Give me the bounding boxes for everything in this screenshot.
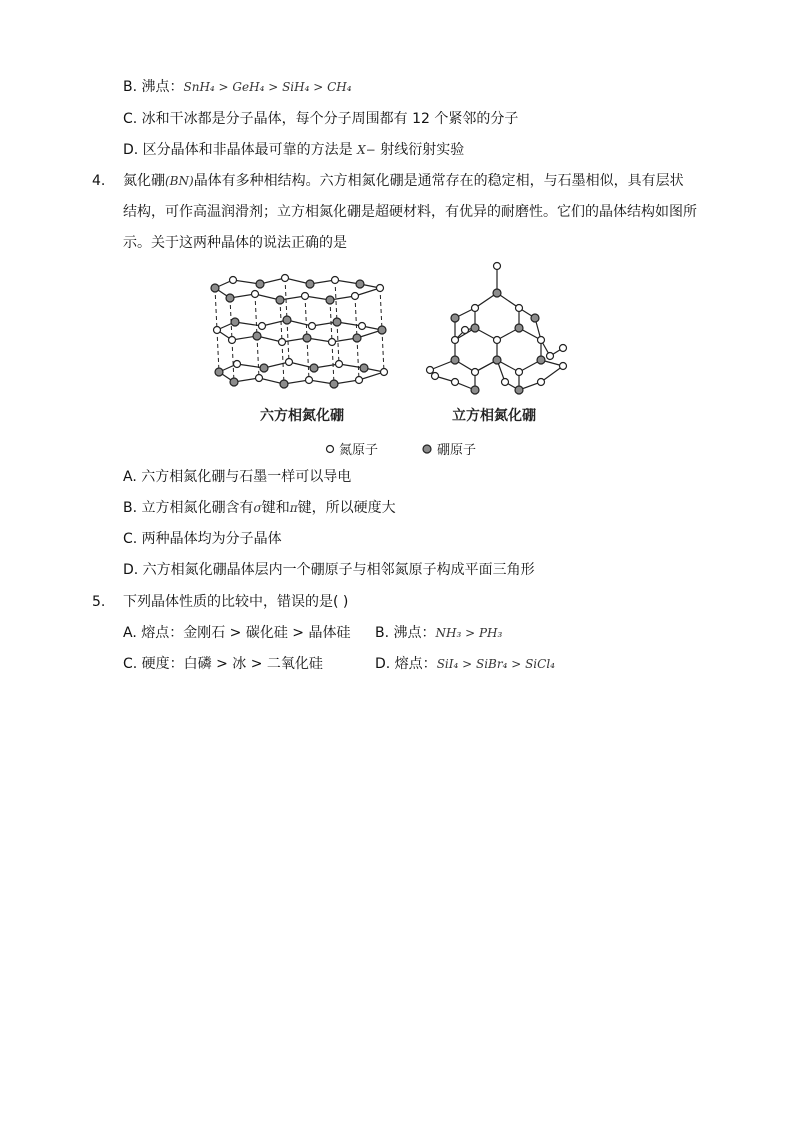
hex-interlayer-bonds <box>215 278 384 384</box>
q5-stem: 下列晶体性质的比较中，错误的是( ) <box>123 594 349 610</box>
q3-option-c: C. 冰和干冰都是分子晶体，每个分子周围都有 12 个紧邻的分子 <box>123 111 519 127</box>
nitrogen-atom <box>494 337 501 344</box>
hexagonal-bn-atoms <box>211 275 388 389</box>
boron-atom <box>211 284 219 292</box>
boron-atom <box>493 289 501 297</box>
q3-option-d-suffix: 射线衍射实验 <box>375 142 465 158</box>
q4-stem-line-1 <box>123 171 684 191</box>
q4-option-b-text-c: 键，所以硬度大 <box>297 500 396 516</box>
q4-stem-text-b: 晶体有多种相结构。六方相氮化硼是通常存在的稳定相，与石墨相似，具有层状 <box>193 173 684 189</box>
boron-atom <box>378 326 386 334</box>
boron-atom <box>283 316 291 324</box>
boron-legend-marker <box>423 445 431 453</box>
boron-atom <box>493 356 501 364</box>
q4-option-b <box>123 498 396 518</box>
boron-atom <box>310 364 318 372</box>
boron-atom <box>471 386 479 394</box>
boron-atom <box>326 296 334 304</box>
q5-option-d <box>375 654 555 674</box>
boron-atom <box>215 368 223 376</box>
nitrogen-atom <box>302 293 309 300</box>
bn-crystal-structure-figure <box>205 258 595 463</box>
nitrogen-atom <box>427 367 434 374</box>
nitrogen-atom <box>516 369 523 376</box>
boron-atom <box>471 324 479 332</box>
nitrogen-atom <box>256 375 263 382</box>
q4-option-b-text-b: 键和 <box>261 500 290 516</box>
q3-option-d-formula: X− <box>357 143 376 157</box>
q3-option-b-label: B. 沸点： <box>123 79 184 95</box>
nitrogen-atom <box>560 345 567 352</box>
nitrogen-atom <box>502 379 509 386</box>
boron-legend-label: 硼原子 <box>437 443 477 458</box>
nitrogen-atom <box>279 339 286 346</box>
sigma-symbol: σ <box>253 501 262 515</box>
boron-atom <box>226 294 234 302</box>
nitrogen-atom <box>381 369 388 376</box>
nitrogen-atom <box>472 369 479 376</box>
boron-atom <box>256 280 264 288</box>
nitrogen-legend-label: 氮原子 <box>339 443 379 458</box>
nitrogen-atom <box>252 291 259 298</box>
boron-atom <box>451 356 459 364</box>
q4-option-a: A. 六方相氮化硼与石墨一样可以导电 <box>123 469 352 485</box>
boron-atom <box>515 386 523 394</box>
boron-atom <box>330 380 338 388</box>
q4-stem-line-2: 结构，可作高温润滑剂；立方相氮化硼是超硬材料，有优异的耐磨性。它们的晶体结构如图所 <box>123 204 697 220</box>
q4-number: 4. <box>92 173 106 189</box>
q4-stem-line-3: 示。关于这两种晶体的说法正确的是 <box>123 235 347 251</box>
q4-stem-formula: (BN) <box>165 174 194 188</box>
nitrogen-atom <box>309 323 316 330</box>
boron-atom <box>276 296 284 304</box>
boron-atom <box>333 318 341 326</box>
nitrogen-legend-marker <box>327 446 334 453</box>
q3-option-b-formula: SnH₄ > GeH₄ > SiH₄ > CH₄ <box>183 80 352 94</box>
nitrogen-atom <box>547 353 554 360</box>
pi-symbol: π <box>289 501 298 515</box>
nitrogen-atom <box>452 337 459 344</box>
q5-option-c: C. 硬度：白磷 > 冰 > 二氧化硅 <box>123 656 323 672</box>
q3-option-d <box>123 140 464 160</box>
boron-atom <box>537 356 545 364</box>
boron-atom <box>306 280 314 288</box>
boron-atom <box>515 324 523 332</box>
nitrogen-atom <box>494 263 501 270</box>
nitrogen-atom <box>286 359 293 366</box>
nitrogen-atom <box>472 305 479 312</box>
boron-atom <box>360 364 368 372</box>
nitrogen-atom <box>462 327 469 334</box>
cubic-bn-diagram <box>430 266 563 390</box>
boron-atom <box>353 334 361 342</box>
nitrogen-atom <box>336 361 343 368</box>
q4-stem-text-a: 氮化硼 <box>123 173 165 189</box>
boron-atom <box>303 334 311 342</box>
boron-atom <box>356 280 364 288</box>
nitrogen-atom <box>282 275 289 282</box>
boron-atom <box>231 318 239 326</box>
q3-option-b <box>123 77 352 97</box>
boron-atom <box>230 378 238 386</box>
cubic-bn-caption: 立方相氮化硼 <box>452 408 536 424</box>
nitrogen-atom <box>356 377 363 384</box>
boron-atom <box>451 314 459 322</box>
hexagonal-bn-diagram <box>215 278 384 384</box>
q5-option-d-formula: SiI₄ > SiBr₄ > SiCl₄ <box>436 657 555 671</box>
hexagonal-bn-caption: 六方相氮化硼 <box>260 408 344 424</box>
q3-option-d-label: D. 区分晶体和非晶体最可靠的方法是 <box>123 142 358 158</box>
nitrogen-atom <box>560 363 567 370</box>
nitrogen-atom <box>214 327 221 334</box>
nitrogen-atom <box>359 323 366 330</box>
nitrogen-atom <box>538 337 545 344</box>
boron-atom <box>280 380 288 388</box>
nitrogen-atom <box>352 293 359 300</box>
q4-option-c: C. 两种晶体均为分子晶体 <box>123 531 282 547</box>
q5-option-b-formula: NH₃ > PH₃ <box>435 626 503 640</box>
boron-atom <box>253 332 261 340</box>
q5-option-a: A. 熔点：金刚石 > 碳化硅 > 晶体硅 <box>123 625 351 641</box>
nitrogen-atom <box>332 277 339 284</box>
nitrogen-atom <box>234 361 241 368</box>
nitrogen-atom <box>329 339 336 346</box>
q5-option-b-label: B. 沸点： <box>375 625 436 641</box>
nitrogen-atom <box>229 337 236 344</box>
boron-atom <box>260 364 268 372</box>
nitrogen-atom <box>377 285 384 292</box>
boron-atom <box>531 314 539 322</box>
q4-option-d: D. 六方相氮化硼晶体层内一个硼原子与相邻氮原子构成平面三角形 <box>123 562 535 578</box>
nitrogen-atom <box>230 277 237 284</box>
q4-option-b-text-a: B. 立方相氮化硼含有 <box>123 500 254 516</box>
nitrogen-atom <box>259 323 266 330</box>
q5-number: 5. <box>92 594 106 610</box>
q5-option-b <box>375 623 502 643</box>
nitrogen-atom <box>516 305 523 312</box>
nitrogen-atom <box>432 373 439 380</box>
q5-option-d-label: D. 熔点： <box>375 656 437 672</box>
nitrogen-atom <box>306 377 313 384</box>
nitrogen-atom <box>538 379 545 386</box>
nitrogen-atom <box>452 379 459 386</box>
